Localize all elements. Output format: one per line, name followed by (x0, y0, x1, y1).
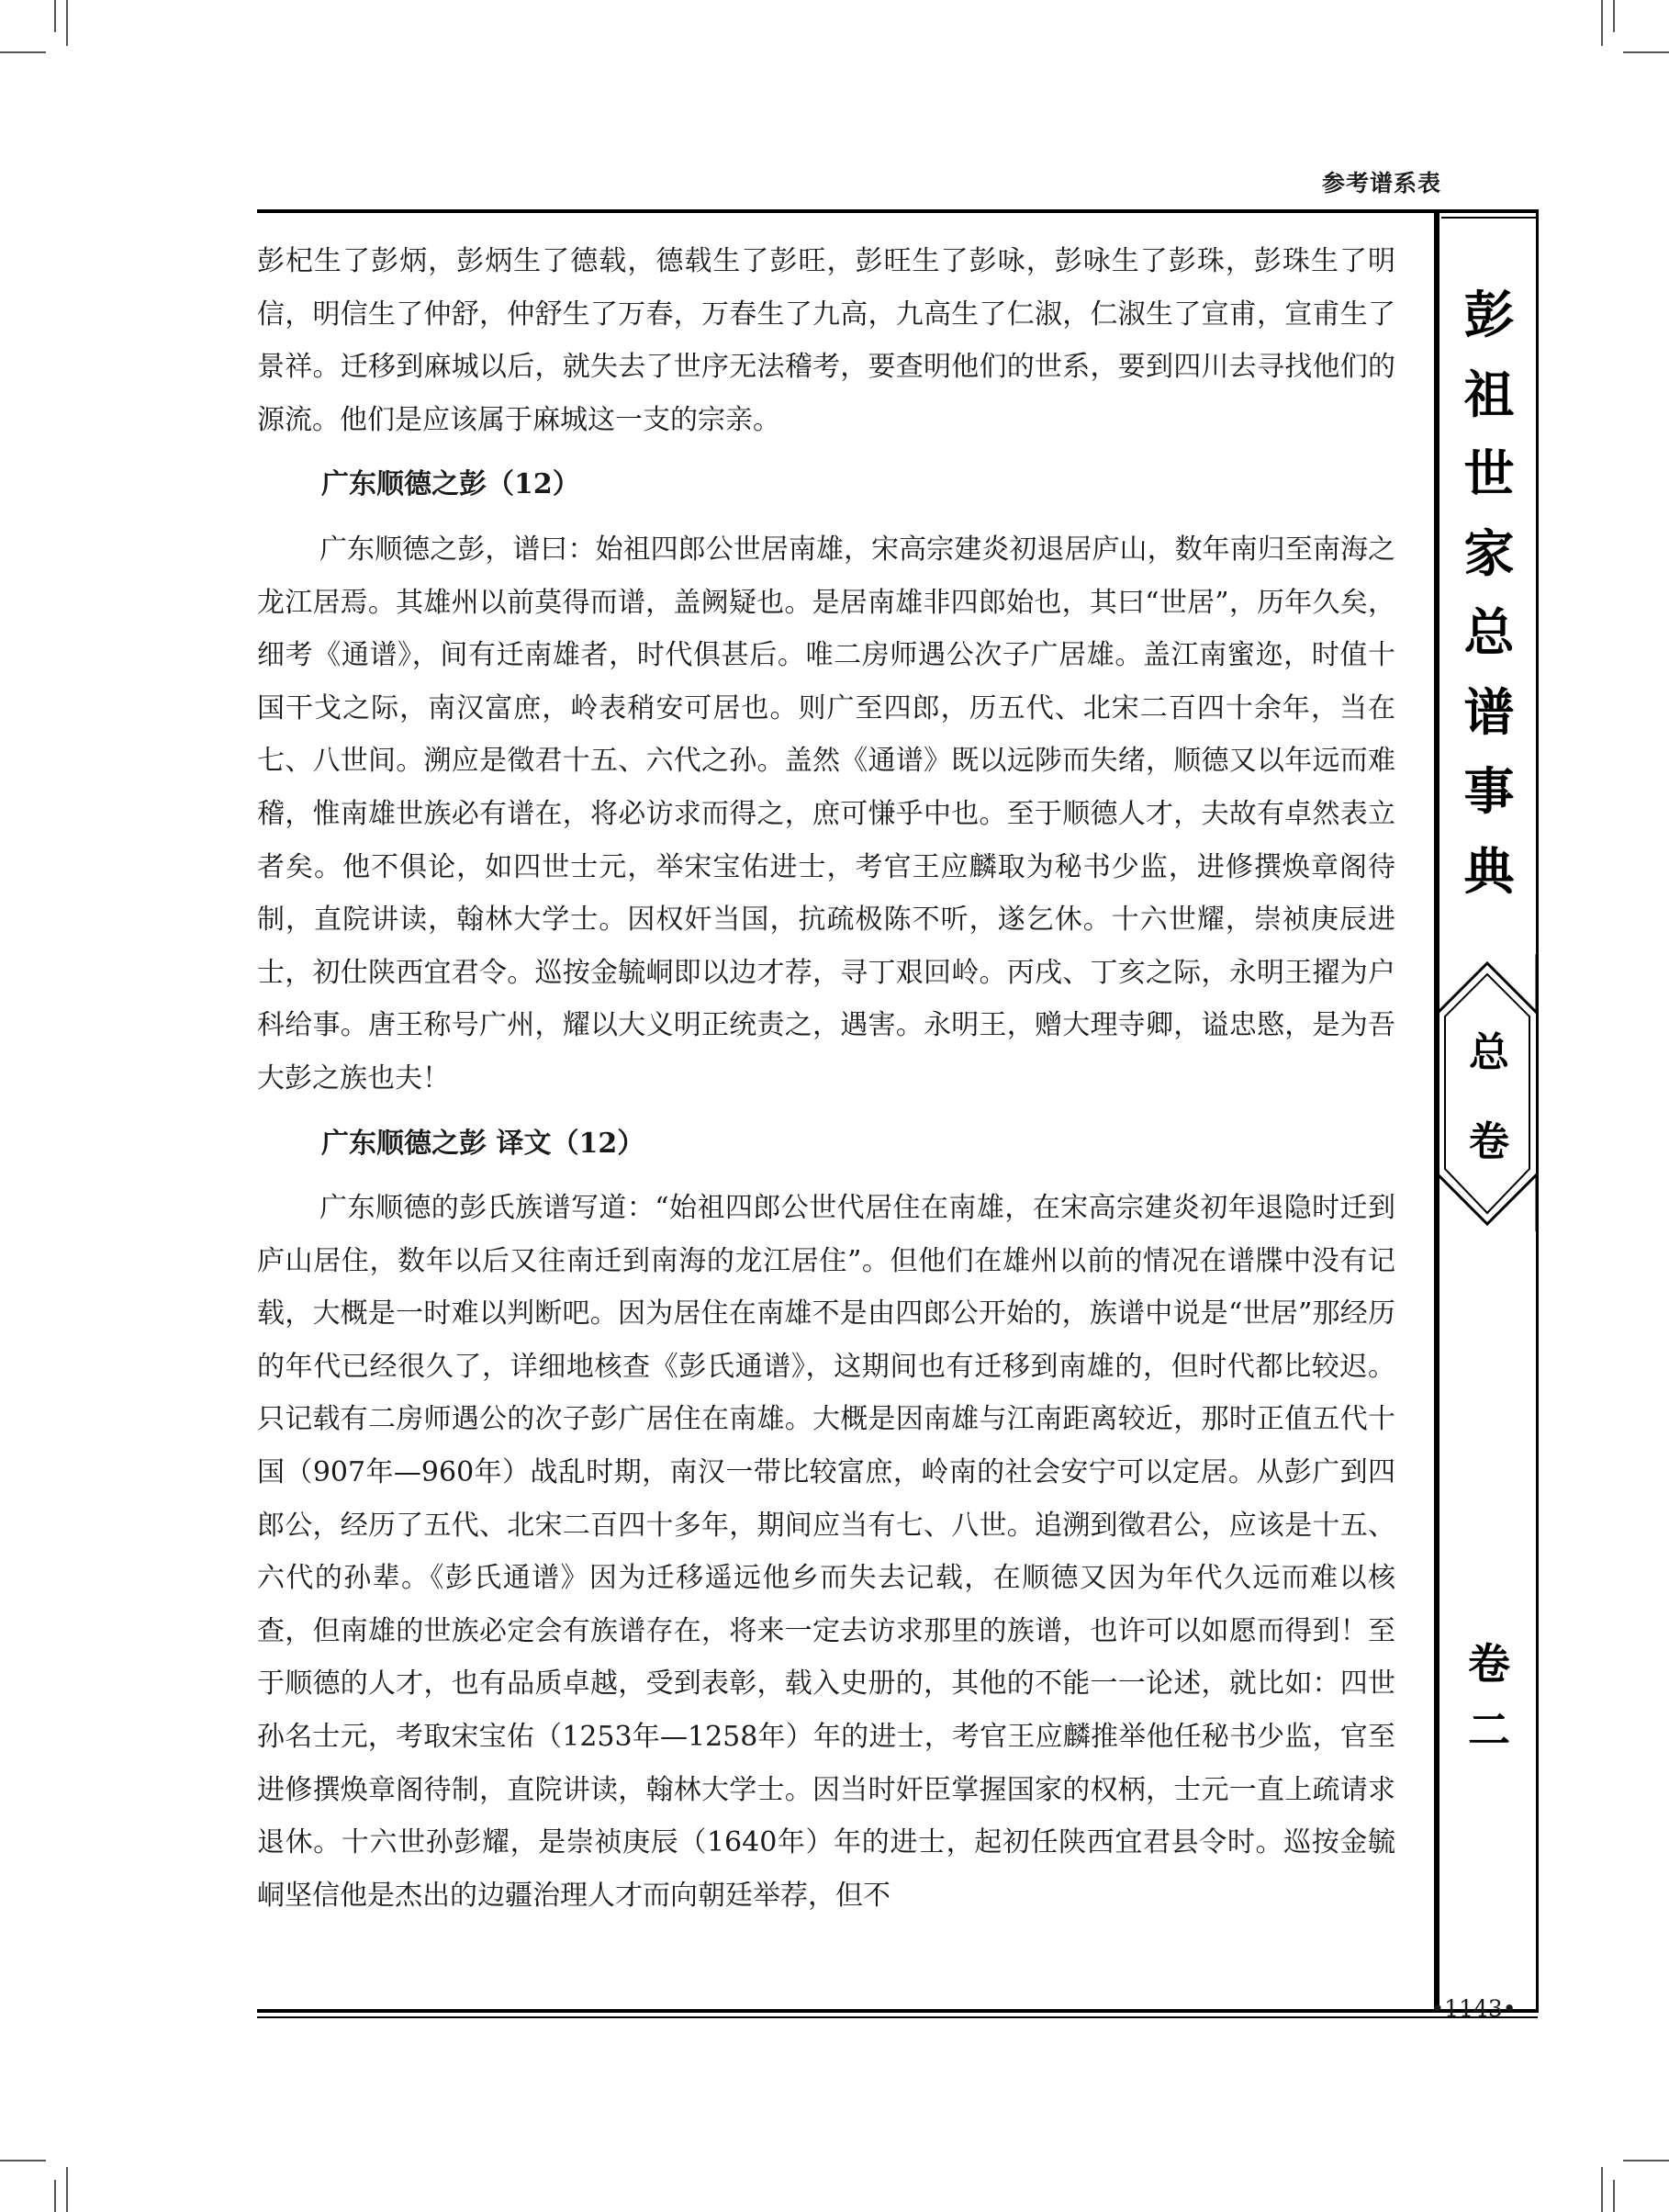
paragraph: 彭杞生了彭炳，彭炳生了德载，德载生了彭旺，彭旺生了彭咏，彭咏生了彭珠，彭珠生了明信，明信生了仲舒，仲舒生了万春，万春生了九高，九高生了仁淑，仁淑生了宣甫，宣甫生了景祥。迁移到麻城以后，就失去了世序无法稽考，要查明他们的世系，要到四川去寻找他们的源流。他们是应该属于麻城这一支的宗亲。 (257, 245, 1395, 436)
crop-mark (1613, 0, 1615, 32)
book-title-char: 家 (1463, 522, 1515, 583)
bottom-rule-thin (257, 2016, 1538, 2018)
section-label-char: 卷 (1469, 1118, 1509, 1165)
section-label-char: 总 (1469, 1029, 1509, 1076)
running-header: 参考谱系表 (1321, 170, 1441, 196)
crop-mark (1601, 2167, 1603, 2212)
crop-mark (54, 2180, 56, 2212)
book-title-char: 谱 (1463, 681, 1515, 742)
crop-mark (66, 0, 68, 46)
crop-mark (54, 0, 56, 32)
section-label-vertical (1441, 1008, 1537, 1186)
crop-mark (66, 2167, 68, 2212)
crop-mark (1623, 2160, 1669, 2161)
book-title-char: 祖 (1463, 364, 1515, 424)
page-number: •1143• (1430, 1995, 1517, 2022)
crop-mark (1623, 51, 1669, 53)
crop-mark (0, 51, 46, 53)
crop-mark (1601, 0, 1603, 46)
book-title-char: 总 (1463, 602, 1515, 662)
book-title-char: 彭 (1463, 285, 1515, 344)
book-title-vertical (1441, 275, 1537, 911)
top-rule (257, 209, 1538, 213)
main-text (257, 235, 1395, 1922)
bottom-rule (257, 2009, 1538, 2013)
volume-label-char: 卷 (1468, 1639, 1510, 1689)
section-heading: 广东顺德之彭（12） (321, 468, 580, 501)
section-heading: 广东顺德之彭 译文（12） (321, 1127, 645, 1160)
book-title-char: 世 (1463, 444, 1515, 503)
volume-label-vertical (1441, 1631, 1537, 1763)
top-rule-thin (1441, 217, 1538, 219)
book-title-char: 典 (1463, 840, 1515, 901)
volume-label-char: 二 (1468, 1705, 1510, 1755)
book-title-char: 事 (1463, 761, 1515, 821)
crop-mark (0, 2160, 46, 2161)
paragraph: 广东顺德之彭，谱曰：始祖四郎公世居南雄，宋高宗建炎初退居庐山，数年南归至南海之龙江居焉。其雄州以前莫得而谱，盖阙疑也。是居南雄非四郎始也，其曰“世居”，历年久矣，细考《通谱》，间有迁南雄者，时代俱甚后。唯二房师遇公次子广居雄。盖江南蜜迩，时值十国干戈之际，南汉富庶，岭表稍安可居也。则广至四郎，历五代、北宋二百四十余年，当在七、八世间。溯应是徵君十五、六代之孙。盖然《通谱》既以远陟而失绪，顺德又以年远而难稽，惟南雄世族必有谱在，将必访求而得之，庶可慊乎中也。至于顺德人才，夫故有卓然表立者矣。他不俱论，如四世士元，举宋宝佑进士，考官王应麟取为秘书少监，进修撰焕章阁待制，直院讲读，翰林大学士。因权奸当国，抗疏极陈不听，遂乞休。十六世耀，崇祯庚辰进士，初仕陕西宜君令。巡按金毓峒即以边才荐，寻丁艰回岭。丙戌、丁亥之际，永明王擢为户科给事。唐王称号广州，耀以大义明正统责之，遇害。永明王，赠大理寺卿，谥忠愍，是为吾大彭之族也夫！ (257, 533, 1395, 1095)
paragraph: 广东顺德的彭氏族谱写道：“始祖四郎公世代居住在南雄，在宋高宗建炎初年退隐时迁到庐山居住，数年以后又往南迁到南海的龙江居住”。但他们在雄州以前的情况在谱牒中没有记载，大概是一时难以判断吧。因为居住在南雄不是由四郎公开始的，族谱中说是“世居”那经历的年代已经很久了，详细地核查《彭氏通谱》，这期间也有迁移到南雄的，但时代都比较迟。只记载有二房师遇公的次子彭广居住在南雄。大概是因南雄与江南距离较近，那时正值五代十国（907年—960年）战乱时期，南汉一带比较富庶，岭南的社会安宁可以定居。从彭广到四郎公，经历了五代、北宋二百四十多年，期间应当有七、八世。追溯到徵君公，应该是十五、六代的孙辈。《彭氏通谱》因为迁移遥远他乡而失去记载，在顺德又因为年代久远而难以核查，但南雄的世族必定会有族谱存在，将来一定去访求那里的族谱，也许可以如愿而得到！至于顺德的人才，也有品质卓越，受到表彰，载入史册的，其他的不能一一论述，就比如：四世孙名士元，考取宋宝佑（1253年—1258年）年的进士，考官王应麟推举他任秘书少监，官至进修撰焕章阁待制，直院讲读，翰林大学士。因当时奸臣掌握国家的权柄，士元一直上疏请求退休。十六世孙彭耀，是崇祯庚辰（1640年）年的进士，起初任陕西宜君县令时。巡按金毓峒坚信他是杰出的边疆治理人才而向朝廷举荐，但不 (257, 1192, 1395, 1912)
crop-mark (1613, 2180, 1615, 2212)
